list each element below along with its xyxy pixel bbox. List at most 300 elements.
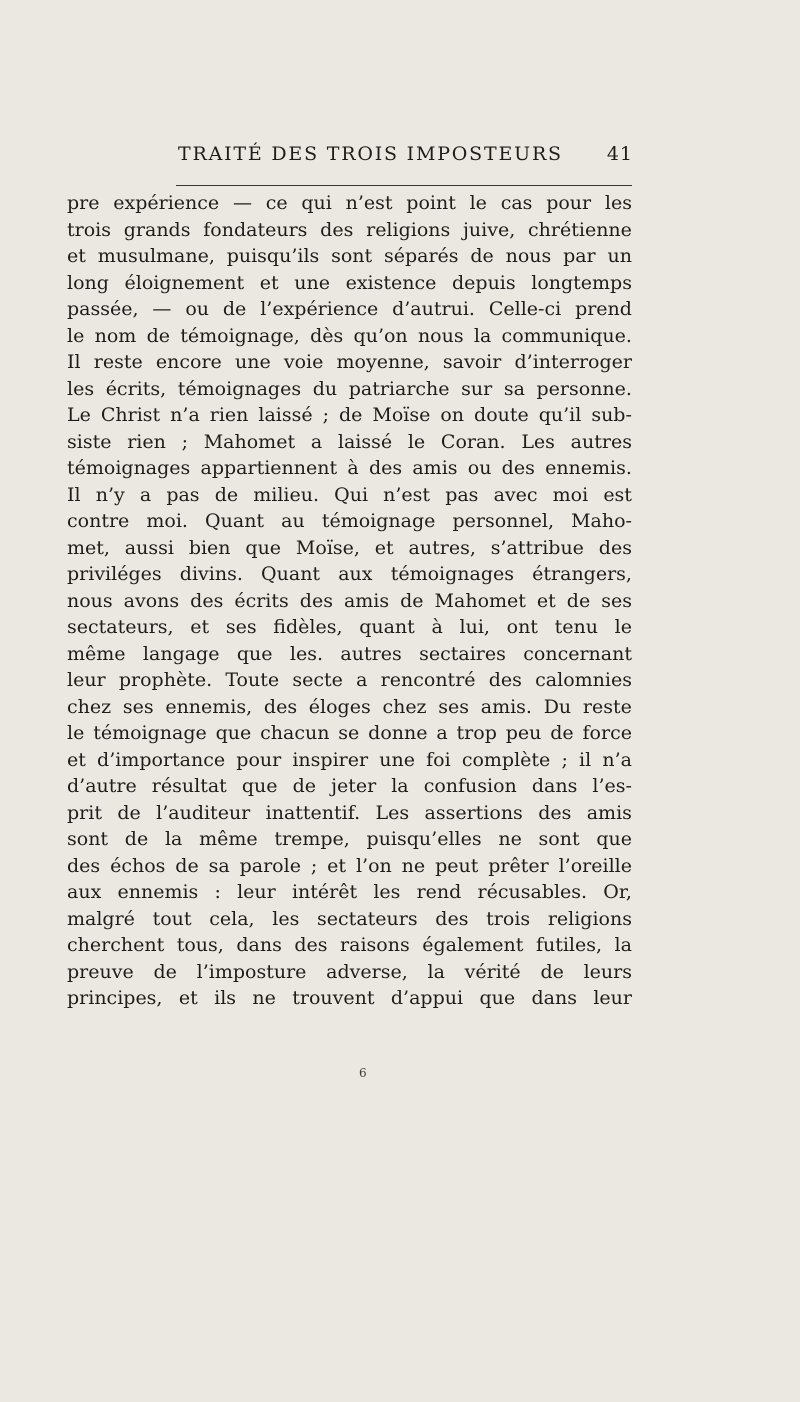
text-word: communique. bbox=[501, 324, 632, 347]
text-word: Moïse, bbox=[295, 536, 360, 559]
text-word: une bbox=[379, 748, 415, 771]
text-word: des bbox=[263, 695, 298, 718]
text-word: des bbox=[598, 536, 632, 559]
text-line bbox=[67, 402, 632, 429]
text-word: la bbox=[427, 960, 445, 983]
text-line bbox=[67, 906, 632, 933]
text-line bbox=[67, 482, 632, 509]
text-word: cela, bbox=[209, 907, 255, 930]
text-word: Le bbox=[67, 404, 91, 426]
text-word: leurs bbox=[583, 960, 632, 983]
text-word: et bbox=[178, 987, 198, 1009]
text-word: religions bbox=[366, 218, 451, 241]
text-word: leur bbox=[237, 881, 276, 903]
text-word: ; bbox=[181, 430, 188, 453]
text-word: également bbox=[422, 934, 524, 956]
text-word: malgré bbox=[67, 907, 135, 930]
text-word: : bbox=[214, 881, 221, 903]
text-word: nom bbox=[94, 324, 137, 347]
text-word: de bbox=[470, 245, 494, 267]
text-word: Il bbox=[67, 351, 81, 373]
text-line bbox=[67, 826, 632, 853]
text-word: preuve bbox=[67, 960, 134, 983]
text-word: ou bbox=[467, 457, 492, 479]
text-word: chez bbox=[382, 695, 427, 718]
text-word: appartiennent bbox=[200, 457, 338, 479]
text-word: n’y bbox=[95, 483, 125, 506]
text-word: écrits bbox=[234, 589, 289, 612]
text-word: fondateurs bbox=[203, 218, 308, 241]
text-word: divins. bbox=[179, 563, 243, 585]
text-line bbox=[67, 985, 632, 1012]
text-line bbox=[67, 588, 632, 615]
text-word: Coran. bbox=[440, 430, 506, 453]
text-line bbox=[67, 323, 632, 350]
text-word: des bbox=[538, 801, 572, 824]
text-word: amis bbox=[412, 457, 458, 479]
text-word: s’attribue bbox=[490, 536, 584, 559]
text-word: amis bbox=[586, 801, 632, 824]
text-word: sa bbox=[503, 377, 525, 400]
text-word: du bbox=[312, 377, 338, 400]
text-word: leur bbox=[67, 669, 106, 691]
text-line bbox=[67, 190, 632, 217]
text-word: autres, bbox=[408, 536, 476, 559]
text-line bbox=[67, 376, 632, 403]
text-word: de bbox=[214, 483, 239, 506]
text-word: de bbox=[146, 324, 170, 347]
text-word: raisons bbox=[340, 934, 410, 956]
text-word: de bbox=[566, 589, 591, 612]
text-word: religions bbox=[547, 907, 632, 930]
text-word: le bbox=[67, 324, 85, 347]
text-word: le bbox=[67, 722, 85, 744]
text-word: secte bbox=[292, 669, 343, 691]
running-header bbox=[178, 143, 633, 173]
text-word: ennemis, bbox=[165, 695, 253, 718]
text-word: — bbox=[152, 298, 172, 320]
text-word: moi bbox=[552, 483, 589, 506]
text-word: encore bbox=[155, 351, 222, 373]
text-word: pas bbox=[445, 483, 479, 506]
text-word: ; bbox=[322, 404, 330, 426]
text-word: prit bbox=[67, 801, 102, 824]
text-line bbox=[67, 932, 632, 959]
text-word: témoignages bbox=[67, 457, 191, 479]
text-word: nous bbox=[505, 245, 552, 267]
text-word: que bbox=[479, 987, 516, 1009]
header-rule bbox=[176, 185, 632, 186]
text-word: même bbox=[199, 828, 258, 850]
text-word: siste bbox=[67, 430, 112, 453]
text-word: des bbox=[368, 457, 403, 479]
text-word: voie bbox=[283, 351, 324, 373]
text-word: priviléges bbox=[67, 563, 162, 585]
body-text bbox=[67, 190, 632, 1012]
text-word: amis. bbox=[480, 695, 532, 718]
text-word: trois bbox=[67, 218, 111, 241]
text-word: assertions bbox=[424, 801, 523, 824]
text-word: ses bbox=[225, 616, 257, 638]
text-word: de bbox=[550, 722, 574, 744]
text-word: personne. bbox=[536, 377, 632, 400]
text-word: pour bbox=[236, 748, 282, 771]
text-word: d’appui bbox=[390, 987, 464, 1009]
text-word: a bbox=[139, 483, 152, 506]
text-word: des bbox=[190, 589, 224, 612]
text-word: pas bbox=[166, 483, 200, 506]
text-word: sur bbox=[461, 377, 493, 400]
text-word: Du bbox=[543, 695, 572, 718]
text-word: l’expérience bbox=[260, 298, 379, 320]
text-word: un bbox=[607, 245, 632, 267]
text-word: dès bbox=[310, 324, 344, 347]
text-word: passée, bbox=[67, 298, 139, 320]
text-word: l’oreille bbox=[558, 854, 632, 877]
text-word: Quant bbox=[205, 510, 265, 532]
text-word: ils bbox=[214, 987, 237, 1009]
text-word: prend bbox=[575, 298, 632, 320]
text-word: ne bbox=[252, 987, 276, 1009]
text-word: Il bbox=[67, 483, 81, 506]
text-word: ennemis bbox=[117, 881, 199, 903]
text-word: d’interroger bbox=[514, 351, 632, 373]
text-word: sont bbox=[67, 828, 109, 850]
text-word: que bbox=[241, 775, 278, 797]
text-word: au bbox=[281, 510, 305, 532]
text-word: savoir bbox=[442, 351, 502, 373]
text-word: qui bbox=[301, 192, 332, 214]
text-line bbox=[67, 296, 632, 323]
text-word: foi bbox=[426, 748, 451, 771]
text-word: aux bbox=[338, 563, 373, 585]
text-word: rien bbox=[209, 404, 249, 426]
text-word: étrangers, bbox=[532, 563, 632, 585]
text-word: d’importance bbox=[97, 748, 226, 771]
text-word: bien bbox=[188, 536, 231, 559]
text-word: le bbox=[469, 192, 487, 214]
text-word: sectateurs, bbox=[67, 616, 174, 638]
text-word: par bbox=[563, 245, 596, 267]
text-word: rencontré bbox=[380, 669, 476, 691]
text-word: avons bbox=[123, 589, 180, 612]
text-word: Qui bbox=[334, 483, 369, 506]
text-word: longtemps bbox=[531, 271, 632, 294]
running-title: TRAITÉ DES TROIS IMPOSTEURS bbox=[178, 143, 563, 165]
text-word: aussi bbox=[124, 536, 174, 559]
text-word: dans bbox=[531, 987, 577, 1009]
text-word: de bbox=[292, 775, 316, 797]
text-word: concernant bbox=[523, 642, 632, 665]
text-line bbox=[67, 561, 632, 588]
text-word: aux bbox=[67, 881, 102, 903]
text-word: n’est bbox=[383, 483, 431, 506]
text-word: ses bbox=[122, 695, 154, 718]
text-word: et bbox=[67, 245, 86, 267]
text-word: des bbox=[294, 934, 328, 956]
text-word: a bbox=[310, 430, 323, 453]
text-word: à bbox=[347, 457, 359, 479]
text-word: l’on bbox=[355, 854, 392, 877]
text-word: et bbox=[67, 748, 86, 771]
text-word: nous bbox=[417, 324, 464, 347]
text-word: leur bbox=[593, 987, 632, 1009]
text-word: trempe, bbox=[274, 828, 350, 850]
text-word: et bbox=[536, 589, 556, 612]
text-word: et bbox=[190, 616, 210, 638]
text-word: témoignage, bbox=[180, 324, 300, 347]
text-word: chacun bbox=[260, 722, 330, 744]
text-word: rend bbox=[416, 881, 462, 903]
text-word: calomnies bbox=[535, 669, 632, 691]
text-word: et bbox=[259, 271, 279, 294]
text-line bbox=[67, 879, 632, 906]
text-word: Toute bbox=[225, 669, 280, 691]
text-word: long bbox=[67, 271, 109, 294]
text-word: les bbox=[604, 192, 632, 214]
text-word: des bbox=[299, 589, 333, 612]
text-word: trois bbox=[486, 907, 531, 930]
text-word: patriarche bbox=[348, 377, 450, 400]
text-word: jeter bbox=[331, 775, 377, 797]
text-word: ; bbox=[561, 748, 568, 771]
text-word: Maho- bbox=[571, 510, 632, 532]
text-word: ses bbox=[601, 589, 632, 612]
text-word: rien bbox=[127, 430, 166, 453]
text-word: qu’on bbox=[353, 324, 408, 347]
text-word: ne bbox=[401, 854, 426, 877]
text-word: reste bbox=[582, 695, 632, 718]
text-word: des bbox=[435, 907, 469, 930]
text-word: que bbox=[236, 642, 273, 665]
text-word: la bbox=[391, 775, 409, 797]
text-word: d’autre bbox=[67, 775, 137, 797]
text-word: d’autrui. bbox=[392, 298, 475, 320]
text-line bbox=[67, 667, 632, 694]
text-line bbox=[67, 614, 632, 641]
text-word: inspirer bbox=[292, 748, 369, 771]
text-line bbox=[67, 800, 632, 827]
text-word: personnel, bbox=[452, 510, 554, 532]
text-word: séparés bbox=[383, 245, 459, 267]
text-word: amis bbox=[343, 589, 390, 612]
text-word: cas bbox=[500, 192, 533, 214]
text-line bbox=[67, 243, 632, 270]
text-word: à bbox=[431, 616, 443, 638]
text-word: est bbox=[603, 483, 632, 506]
text-word: dans bbox=[236, 934, 282, 956]
text-word: autres bbox=[340, 642, 402, 665]
text-word: chrétienne bbox=[528, 218, 632, 241]
text-word: prêter bbox=[488, 854, 549, 877]
text-word: de bbox=[153, 960, 177, 983]
text-line bbox=[67, 429, 632, 456]
text-line bbox=[67, 694, 632, 721]
text-word: que bbox=[245, 536, 282, 559]
text-line bbox=[67, 270, 632, 297]
text-word: de bbox=[222, 298, 247, 320]
text-word: prophète. bbox=[118, 669, 213, 691]
text-word: grands bbox=[123, 218, 191, 241]
text-line bbox=[67, 641, 632, 668]
text-word: Moïse bbox=[372, 404, 431, 426]
text-word: n’a bbox=[602, 748, 632, 771]
text-word: Mahomet bbox=[203, 430, 296, 453]
text-word: trouvent bbox=[292, 987, 375, 1009]
text-word: Les bbox=[521, 430, 555, 453]
text-word: peut bbox=[435, 854, 479, 877]
text-word: musulmane, bbox=[97, 245, 215, 267]
text-line bbox=[67, 535, 632, 562]
text-word: force bbox=[582, 722, 632, 744]
text-line bbox=[67, 508, 632, 535]
text-word: même bbox=[67, 642, 126, 665]
text-word: principes, bbox=[67, 987, 163, 1009]
text-word: témoignage bbox=[93, 722, 207, 744]
text-word: résultat bbox=[151, 775, 227, 797]
text-word: éloignement bbox=[124, 271, 245, 294]
text-line bbox=[67, 959, 632, 986]
text-line bbox=[67, 217, 632, 244]
text-word: les bbox=[373, 881, 401, 903]
text-word: juive, bbox=[463, 218, 516, 241]
text-word: peu bbox=[505, 722, 542, 744]
signature-mark: 6 bbox=[359, 1066, 368, 1080]
text-line bbox=[67, 853, 632, 880]
text-word: la bbox=[614, 934, 632, 956]
text-word: l’es- bbox=[592, 775, 632, 797]
text-word: moi. bbox=[146, 510, 188, 532]
text-word: de bbox=[400, 589, 424, 612]
text-word: éloges bbox=[308, 695, 371, 718]
text-word: témoignages bbox=[390, 563, 514, 585]
text-word: le bbox=[407, 430, 426, 453]
text-word: une bbox=[234, 351, 271, 373]
text-word: sont bbox=[538, 828, 580, 850]
text-word: et bbox=[374, 536, 394, 559]
text-word: expérience bbox=[113, 192, 220, 214]
text-word: Quant bbox=[261, 563, 321, 585]
text-word: ; bbox=[310, 854, 318, 877]
text-word: les bbox=[272, 907, 300, 930]
text-word: intérêt bbox=[291, 881, 358, 903]
text-word: se bbox=[338, 722, 360, 744]
text-word: tout bbox=[152, 907, 192, 930]
text-word: de bbox=[117, 801, 141, 824]
text-line bbox=[67, 747, 632, 774]
text-word: ont bbox=[506, 616, 538, 638]
text-word: reste bbox=[93, 351, 143, 373]
text-word: milieu. bbox=[253, 483, 320, 506]
text-word: vérité bbox=[464, 960, 521, 983]
text-line bbox=[67, 455, 632, 482]
text-word: chez bbox=[67, 695, 112, 718]
text-word: avec bbox=[493, 483, 538, 506]
text-word: tous, bbox=[176, 934, 224, 956]
text-word: on bbox=[440, 404, 465, 426]
text-word: sa bbox=[208, 854, 230, 877]
text-word: qu’il bbox=[538, 404, 582, 426]
text-word: complète bbox=[461, 748, 551, 771]
text-word: dans bbox=[531, 775, 578, 797]
text-word: de bbox=[124, 828, 149, 850]
text-word: sectaires bbox=[419, 642, 506, 665]
page-number: 41 bbox=[606, 143, 633, 165]
text-word: le bbox=[614, 616, 632, 638]
text-word: l’imposture bbox=[196, 960, 307, 983]
text-word: sont bbox=[331, 245, 373, 267]
text-word: ennemis. bbox=[545, 457, 632, 479]
text-word: pour bbox=[546, 192, 592, 214]
text-word: puisqu’ils bbox=[226, 245, 320, 267]
text-word: des bbox=[67, 854, 101, 877]
text-word: parole bbox=[239, 854, 301, 877]
text-word: fidèles, bbox=[273, 616, 343, 638]
text-line bbox=[67, 773, 632, 800]
text-word: témoignages bbox=[177, 377, 302, 400]
text-word: a bbox=[436, 722, 448, 744]
text-word: Celle-ci bbox=[488, 298, 562, 320]
text-word: des bbox=[488, 669, 522, 691]
text-word: a bbox=[356, 669, 368, 691]
text-word: Or, bbox=[603, 881, 632, 903]
text-word: sectateurs bbox=[317, 907, 418, 930]
text-word: adverse, bbox=[326, 960, 408, 983]
text-word: futiles, bbox=[535, 934, 603, 956]
text-word: et bbox=[327, 854, 347, 877]
text-word: l’auditeur bbox=[156, 801, 251, 824]
text-word: Les bbox=[375, 801, 410, 824]
text-word: des bbox=[501, 457, 535, 479]
text-word: nous bbox=[67, 589, 113, 612]
text-word: les bbox=[67, 377, 95, 400]
text-word: Mahomet bbox=[434, 589, 526, 612]
text-word: trop bbox=[456, 722, 497, 744]
text-word: de bbox=[540, 960, 564, 983]
text-word: de bbox=[339, 404, 363, 426]
text-word: confusion bbox=[423, 775, 517, 797]
text-word: doute bbox=[474, 404, 529, 426]
text-word: n’est bbox=[345, 192, 393, 214]
text-word: laissé bbox=[258, 404, 313, 426]
text-line bbox=[67, 720, 632, 747]
text-word: ne bbox=[498, 828, 522, 850]
text-word: inattentif. bbox=[265, 801, 361, 824]
text-word: Christ bbox=[100, 404, 161, 426]
text-word: la bbox=[473, 324, 492, 347]
text-word: la bbox=[164, 828, 183, 850]
text-word: que bbox=[215, 722, 252, 744]
text-word: quant bbox=[359, 616, 415, 638]
text-word: une bbox=[294, 271, 330, 294]
text-word: depuis bbox=[452, 271, 516, 294]
text-word: ou bbox=[185, 298, 209, 320]
text-word: point bbox=[406, 192, 456, 214]
text-word: écrits, bbox=[105, 377, 167, 400]
text-word: de bbox=[175, 854, 199, 877]
text-word: tenu bbox=[554, 616, 598, 638]
text-word: donne bbox=[368, 722, 428, 744]
text-word: cherchent bbox=[67, 934, 165, 956]
text-word: échos bbox=[110, 854, 166, 877]
text-word: des bbox=[320, 218, 354, 241]
text-word: sub- bbox=[591, 404, 632, 426]
text-word: n’a bbox=[170, 404, 200, 426]
text-word: — bbox=[232, 192, 252, 214]
text-word: témoignage bbox=[321, 510, 436, 532]
text-word: il bbox=[579, 748, 592, 771]
text-word: contre bbox=[67, 510, 130, 532]
